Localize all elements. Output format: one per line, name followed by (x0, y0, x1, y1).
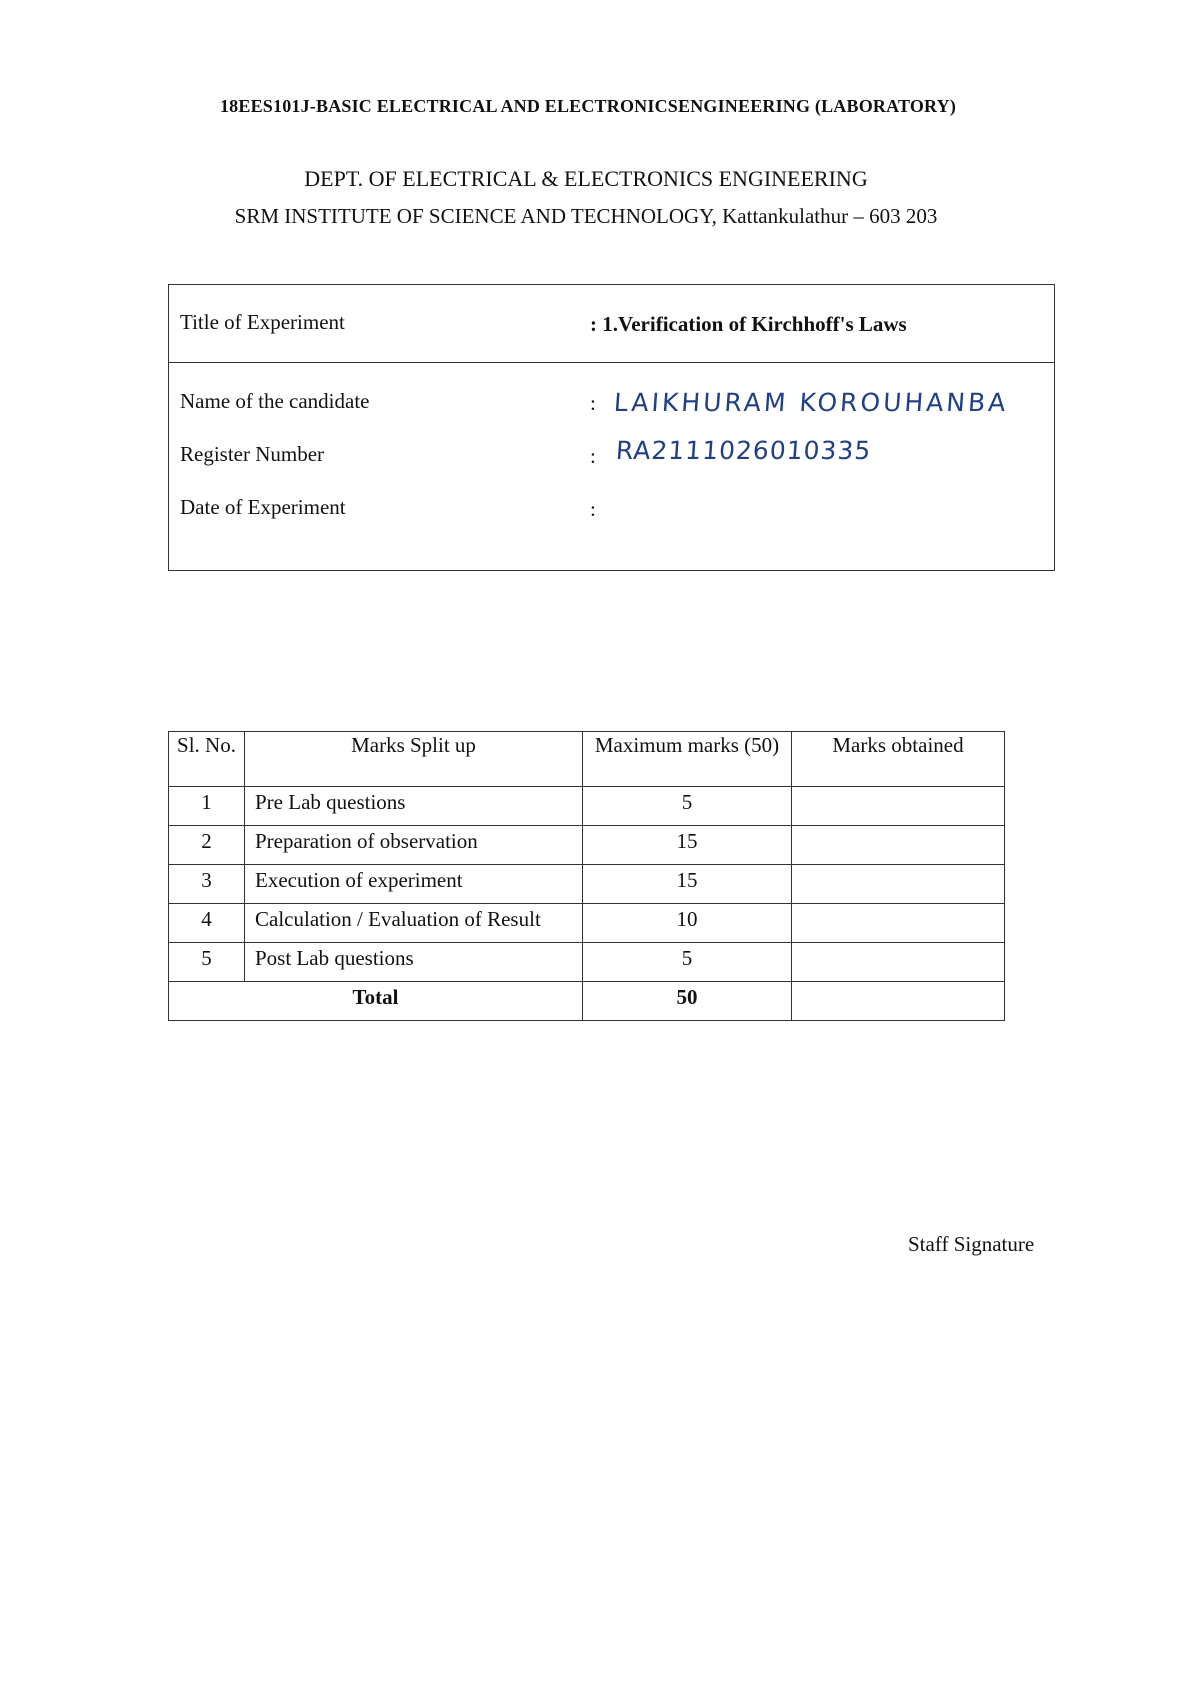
row-sl: 2 (169, 826, 245, 865)
row-max: 15 (583, 826, 792, 865)
table-row (169, 787, 1005, 826)
table-row (169, 943, 1005, 982)
row-item (245, 943, 583, 982)
register-label: Register Number (180, 442, 325, 466)
header-max-marks: Maximum marks (50) (583, 732, 792, 787)
row-obtained (792, 787, 1005, 826)
table-row (169, 826, 1005, 865)
header-sl-no: Sl. No. (169, 732, 245, 787)
row-max: 5 (583, 787, 792, 826)
title-value: : 1.Verification of Kirchhoff's Laws (590, 312, 907, 336)
marks-header-row (169, 732, 1005, 787)
date-label: Date of Experiment (180, 495, 346, 519)
info-box-divider (168, 362, 1055, 363)
row-sl: 1 (169, 787, 245, 826)
row-max: 5 (583, 943, 792, 982)
register-colon: : (590, 444, 596, 468)
course-code-heading: 18EES101J-BASIC ELECTRICAL AND ELECTRONICSENGINEERING (LABORATORY) (219, 96, 957, 116)
title-label: Title of Experiment (180, 310, 345, 334)
row-obtained (792, 904, 1005, 943)
row-item (245, 826, 583, 865)
row-item-text: Execution of experiment (255, 868, 463, 892)
row-sl: 3 (169, 865, 245, 904)
row-item (245, 865, 583, 904)
institute-name: SRM INSTITUTE OF SCIENCE AND TECHNOLOGY, Kattankulathur – 603 203 (234, 204, 938, 228)
row-item (245, 787, 583, 826)
department-name: DEPT. OF ELECTRICAL & ELECTRONICS ENGINEERING (304, 166, 868, 191)
marks-table (168, 731, 1005, 1021)
row-item-text: Pre Lab questions (255, 790, 406, 814)
date-colon: : (590, 497, 596, 521)
row-item-text: Preparation of observation (255, 829, 478, 853)
register-number-handwritten: RA2111026010335 (614, 436, 873, 465)
staff-signature-label: Staff Signature (908, 1232, 1035, 1256)
row-item-text: Calculation / Evaluation of Result (255, 907, 541, 931)
total-obtained (792, 982, 1005, 1021)
row-sl: 5 (169, 943, 245, 982)
row-sl: 4 (169, 904, 245, 943)
row-max: 15 (583, 865, 792, 904)
candidate-colon: : (590, 391, 596, 415)
total-max: 50 (583, 982, 792, 1021)
table-row (169, 865, 1005, 904)
total-label: Total (169, 982, 583, 1021)
row-item-text: Post Lab questions (255, 946, 414, 970)
header-marks-split: Marks Split up (245, 732, 583, 787)
table-row (169, 904, 1005, 943)
candidate-name-handwritten: LAIKHURAM KOROUHANBA (612, 388, 1010, 417)
row-obtained (792, 943, 1005, 982)
row-max: 10 (583, 904, 792, 943)
row-obtained (792, 826, 1005, 865)
candidate-label: Name of the candidate (180, 389, 370, 413)
row-item (245, 904, 583, 943)
header-marks-obtained: Marks obtained (792, 732, 1005, 787)
row-obtained (792, 865, 1005, 904)
total-row (169, 982, 1005, 1021)
